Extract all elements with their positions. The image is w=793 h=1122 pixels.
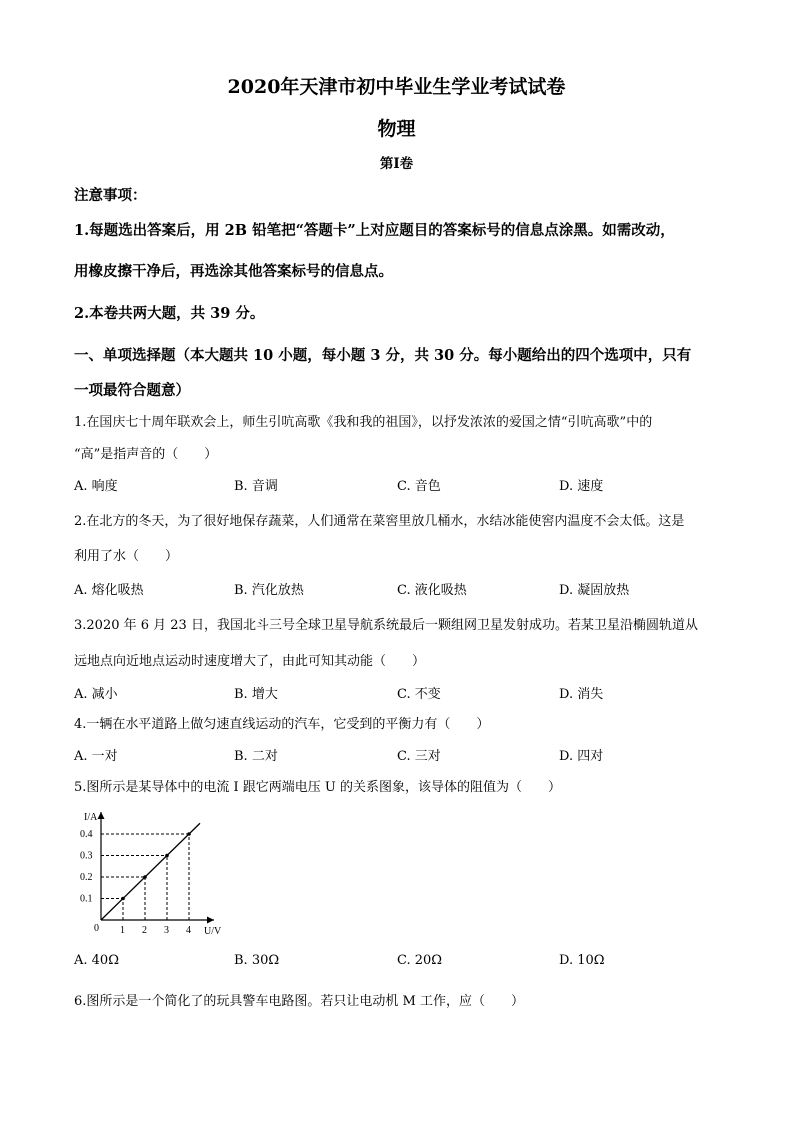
data-point [165, 854, 169, 858]
subject-title: 物理 [377, 118, 416, 140]
q5-option-b: B. 30Ω [234, 953, 280, 968]
data-point [143, 875, 147, 879]
exam-title: 2020年天津市初中毕业生学业考试试卷 [227, 76, 566, 98]
question-3-stem-b: 远地点向近地点运动时速度增大了，由此可知其动能（ ） [74, 654, 426, 669]
notice-heading: 注意事项： [74, 187, 147, 204]
x-tick-label: 1 [120, 925, 125, 936]
notice-item-1b: 用橡皮擦干净后，再选涂其他答案标号的信息点。 [74, 263, 393, 280]
y-tick-label: 0.3 [80, 850, 93, 862]
q1-option-d: D. 速度 [559, 479, 604, 494]
notice-item-2: 2.本卷共两大题，共 39 分。 [74, 305, 265, 322]
q4-option-b: B. 二对 [234, 749, 278, 764]
x-tick-label: 2 [142, 925, 147, 936]
q2-option-d: D. 凝固放热 [559, 583, 630, 598]
q2-option-a: A. 熔化吸热 [74, 583, 144, 598]
q3-option-c: C. 不变 [397, 687, 441, 702]
q4-option-a: A. 一对 [74, 749, 118, 764]
q1-option-a: A. 响度 [74, 479, 118, 494]
q5-option-a: A. 40Ω [74, 953, 119, 968]
iu-line [101, 823, 200, 920]
q2-option-b: B. 汽化放热 [234, 583, 304, 598]
q5-option-d: D. 10Ω [559, 953, 605, 968]
q5-option-c: C. 20Ω [397, 953, 443, 968]
question-1-stem-b: “高”是指声音的（ ） [74, 447, 218, 462]
question-2-stem-b: 利用了水（ ） [74, 549, 179, 564]
y-axis-label: I/A [84, 812, 98, 823]
section-heading-b: 一项最符合题意） [74, 382, 190, 399]
q3-option-d: D. 消失 [559, 687, 604, 702]
origin-label: 0 [94, 923, 99, 934]
q1-option-b: B. 音调 [234, 479, 278, 494]
question-3-stem-a: 3.2020 年 6 月 23 日，我国北斗三号全球卫星导航系统最后一颗组网卫星发射成功。若某卫星沿椭圆轨道从 [74, 618, 698, 633]
x-tick-label: 4 [186, 925, 191, 936]
part-label: 第I卷 [379, 156, 414, 172]
question-6-stem: 6.图所示是一个简化了的玩具警车电路图。若只让电动机 M 工作，应（ ） [74, 994, 524, 1009]
data-point [187, 832, 191, 836]
q2-option-c: C. 液化吸热 [397, 583, 467, 598]
y-tick-label: 0.4 [80, 829, 93, 840]
iu-graph [74, 806, 244, 942]
section-heading-a: 一、单项选择题（本大题共 10 小题，每小题 3 分，共 30 分。每小题给出的四个选项中，只有 [74, 347, 692, 364]
notice-item-1a: 1.每题选出答案后，用 2B 铅笔把“答题卡”上对应题目的答案标号的信息点涂黑。如需改动， [74, 222, 675, 239]
q3-option-a: A. 减小 [74, 687, 118, 702]
question-2-stem-a: 2.在北方的冬天，为了很好地保存蔬菜，人们通常在菜窖里放几桶水，水结冰能使窖内温度不会太低。这是 [74, 514, 685, 529]
question-4-stem: 4.一辆在水平道路上做匀速直线运动的汽车，它受到的平衡力有（ ） [74, 717, 490, 732]
question-5-stem: 5.图所示是某导体中的电流 I 跟它两端电压 U 的关系图象，该导体的阻值为（ ） [74, 780, 562, 795]
x-axis-label: U/V [204, 926, 222, 937]
y-tick-label: 0.2 [80, 872, 93, 883]
q1-option-c: C. 音色 [397, 479, 441, 494]
q4-option-d: D. 四对 [559, 749, 604, 764]
question-1-stem-a: 1.在国庆七十周年联欢会上，师生引吭高歌《我和我的祖国》，以抒发浓浓的爱国之情“引吭高歌”中的 [74, 415, 653, 430]
q4-option-c: C. 三对 [397, 749, 441, 764]
q3-option-b: B. 增大 [234, 687, 278, 702]
data-point [121, 897, 125, 901]
x-tick-label: 3 [164, 925, 169, 936]
y-tick-label: 0.1 [80, 893, 93, 905]
